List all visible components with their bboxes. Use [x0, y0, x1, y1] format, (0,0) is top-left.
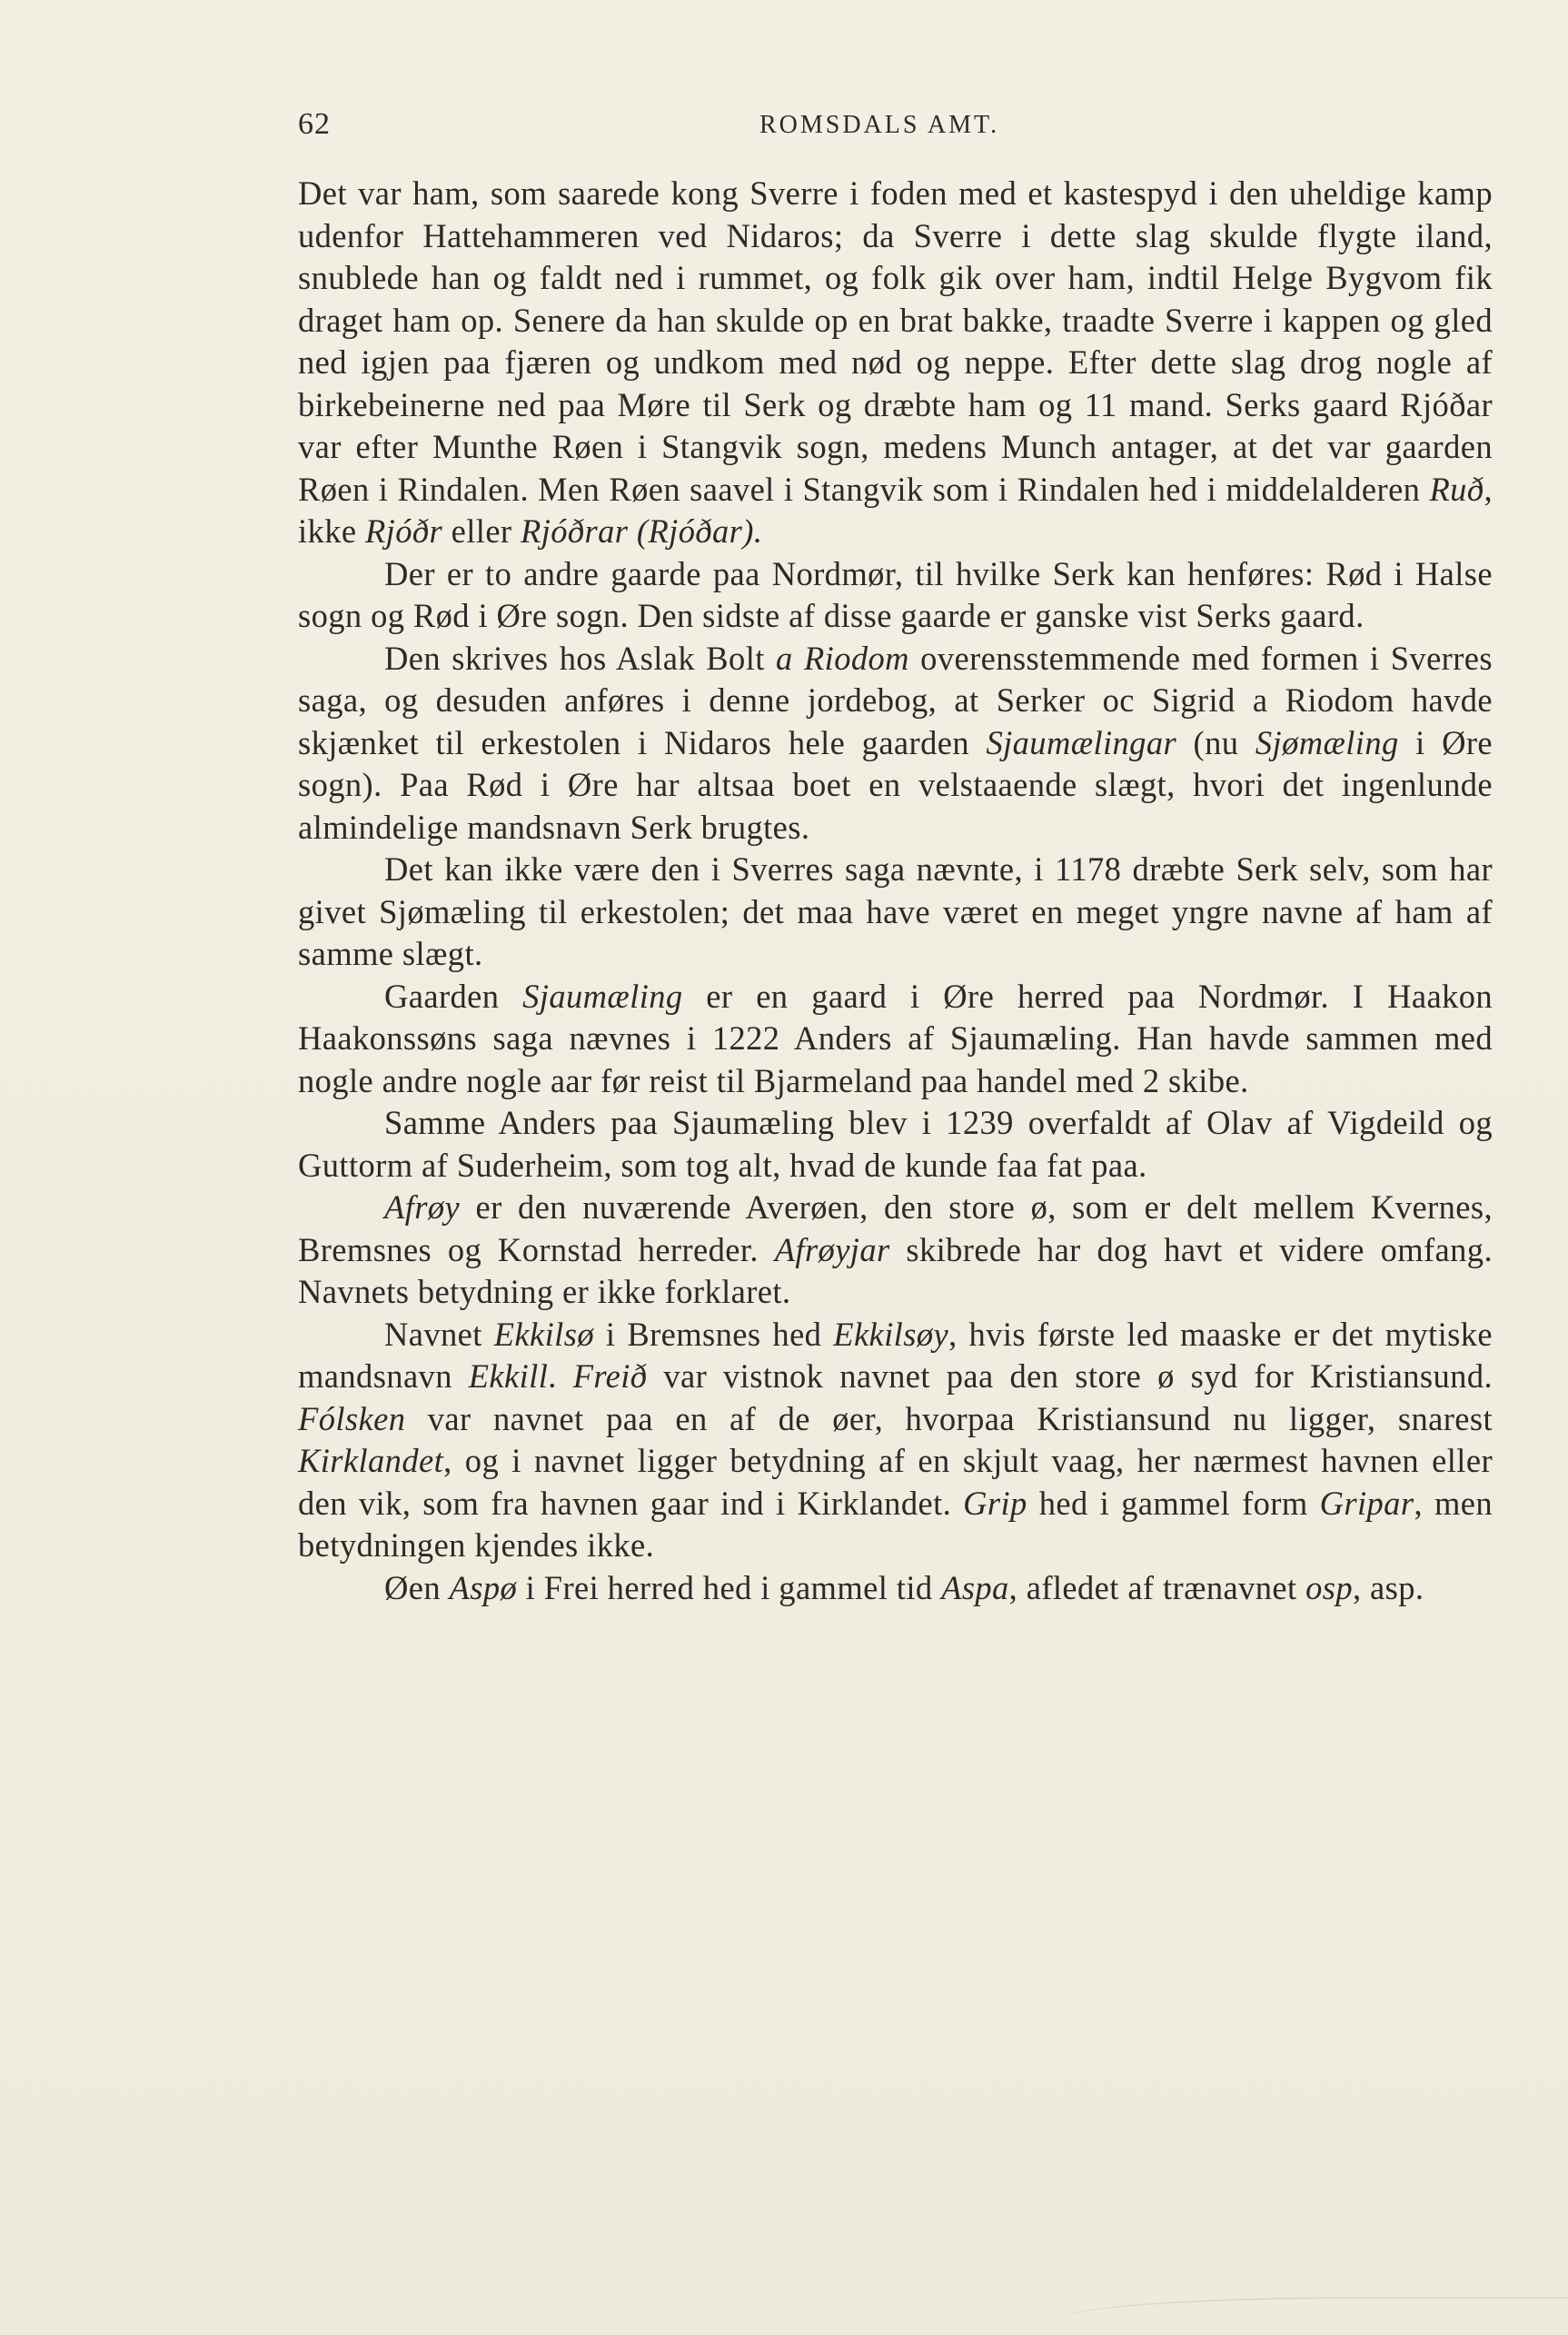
italic-term: Grip [963, 1484, 1027, 1522]
italic-term: a Riodom [776, 639, 909, 677]
text-segment: i Frei herred hed i gammel tid [517, 1568, 942, 1606]
italic-term: Ekkilsøy [833, 1315, 949, 1353]
paragraph [298, 1187, 1493, 1314]
text-segment: , asp. [1352, 1568, 1424, 1606]
italic-term: Rjóðrar (Rjóðar). [521, 512, 763, 550]
paragraph [298, 553, 1493, 638]
italic-term: Afrøyjar [774, 1230, 890, 1268]
text-segment: . [548, 1357, 573, 1395]
italic-term: Sjaumæling [522, 977, 683, 1015]
text-segment: Navnet [384, 1315, 494, 1353]
text-segment: overensstemmende med formen i Sverres saga, og desuden anføres i denne jordebog, at Serker oc Sigrid a Riodom havde skjænket til erkestolen i Nidaros hele gaarden [298, 639, 1493, 761]
text-segment: er en gaard i Øre herred paa Nordmør. I Haakon Haakonssøns saga nævnes i 1222 Anders af Sjaumæling. Han havde sammen med nogle andre nogle aar før reist til Bjarmeland paa handel med 2 skibe. [298, 977, 1493, 1099]
text-segment: , men betydningen kjendes ikke. [298, 1484, 1493, 1564]
text-segment: , ikke [298, 470, 1493, 550]
italic-term: Sjømæling [1255, 723, 1399, 761]
text-segment: Det var ham, som saarede kong Sverre i foden med et kastespyd i den uheldige kamp udenfor Hattehammeren ved Nidaros; da Sverre i dette slag skulde flygte iland, snublede han og faldt ned i rummet, og folk gik over ham, indtil Helge Bygvom fik draget ham op. Senere da han skulde op en brat bakke, traadte Sverre i kappen og gled ned igjen paa fjæren og undkom med nød og neppe. Efter dette slag drog nogle af birkebeinerne ned paa Møre til Serk og dræbte ham og 11 mand. Serks gaard Rjóðar var efter Munthe Røen i Stangvik sogn, medens Munch antager, at det var gaarden Røen i Rindalen. Men Røen saavel i Stangvik som i Rindalen hed i middelalderen [298, 174, 1493, 508]
italic-term: Gripar [1319, 1484, 1414, 1522]
text-segment: i Øre sogn). Paa Rød i Øre har altsaa boet en velstaaende slægt, hvori det ingenlunde almindelige mandsnavn Serk brugtes. [298, 723, 1494, 846]
text-segment: var navnet paa en af de øer, hvorpaa Kristiansund nu ligger, snarest [405, 1399, 1493, 1437]
italic-term: Rjóðr [364, 512, 443, 550]
paragraph [298, 849, 1493, 976]
italic-term: Sjaumælingar [986, 723, 1177, 761]
paragraph [298, 976, 1493, 1103]
text-segment: Gaarden [384, 977, 523, 1015]
text-segment: Der er to andre gaarde paa Nordmør, til hvilke Serk kan henføres: Rød i Halse sogn og Rød i Øre sogn. Den sidste af disse gaarde er ganske vist Serks gaard. [298, 554, 1493, 634]
text-segment: hed i gammel form [1027, 1484, 1320, 1522]
italic-term: Afrøy [384, 1188, 461, 1226]
text-segment: , afledet af trænavnet [1008, 1568, 1306, 1606]
paragraph [298, 173, 1493, 553]
text-segment: eller [442, 512, 521, 550]
text-segment: (nu [1176, 723, 1255, 761]
text-segment: , hvis første led maaske er det mytiske mandsnavn [298, 1315, 1493, 1395]
paragraph [298, 1102, 1493, 1187]
page-header [298, 107, 1488, 153]
paragraph [298, 1567, 1493, 1610]
text-segment: Det kan ikke være den i Sverres saga nævnte, i 1178 dræbte Serk selv, som har givet Sjømæling til erkestolen; det maa have været en meget yngre navne af ham af samme slægt. [298, 850, 1493, 972]
italic-term: Ruð [1429, 470, 1484, 508]
text-segment: Den skrives hos Aslak Bolt [384, 639, 777, 677]
italic-term: Ekkill [468, 1357, 549, 1395]
text-segment: er den nuværende Averøen, den store ø, som er delt mellem Kvernes, Bremsnes og Kornstad herreder. [298, 1188, 1493, 1268]
scan-edge-mark [1059, 2297, 1568, 2335]
text-segment: skibrede har dog havt et videre omfang. Navnets betydning er ikke forklaret. [298, 1230, 1493, 1310]
italic-term: Aspø [449, 1568, 518, 1606]
italic-term: Fólsken [298, 1399, 406, 1437]
text-segment: , og i navnet ligger betydning af en skjult vaag, her nærmest havnen eller den vik, som fra havnen gaar ind i Kirklandet. [298, 1442, 1493, 1522]
italic-term: osp [1305, 1568, 1353, 1606]
text-segment: i Bremsnes hed [593, 1315, 834, 1353]
paragraph [298, 1314, 1493, 1567]
text-segment: Øen [384, 1568, 450, 1606]
italic-term: Freið [572, 1357, 648, 1395]
italic-term: Ekkilsø [493, 1315, 594, 1353]
page-number: 62 [298, 107, 331, 141]
paragraph [298, 638, 1493, 850]
running-head: ROMSDALS AMT. [759, 111, 1000, 139]
text-segment: Samme Anders paa Sjaumæling blev i 1239 overfaldt af Olav af Vigdeild og Guttorm af Suderheim, som tog alt, hvad de kunde faa fat paa. [298, 1104, 1493, 1184]
italic-term: Aspa [941, 1568, 1009, 1606]
italic-term: Kirklandet [298, 1442, 444, 1479]
text-segment: var vistnok navnet paa den store ø syd for Kristiansund. [647, 1357, 1493, 1395]
body-text [298, 173, 1493, 1609]
